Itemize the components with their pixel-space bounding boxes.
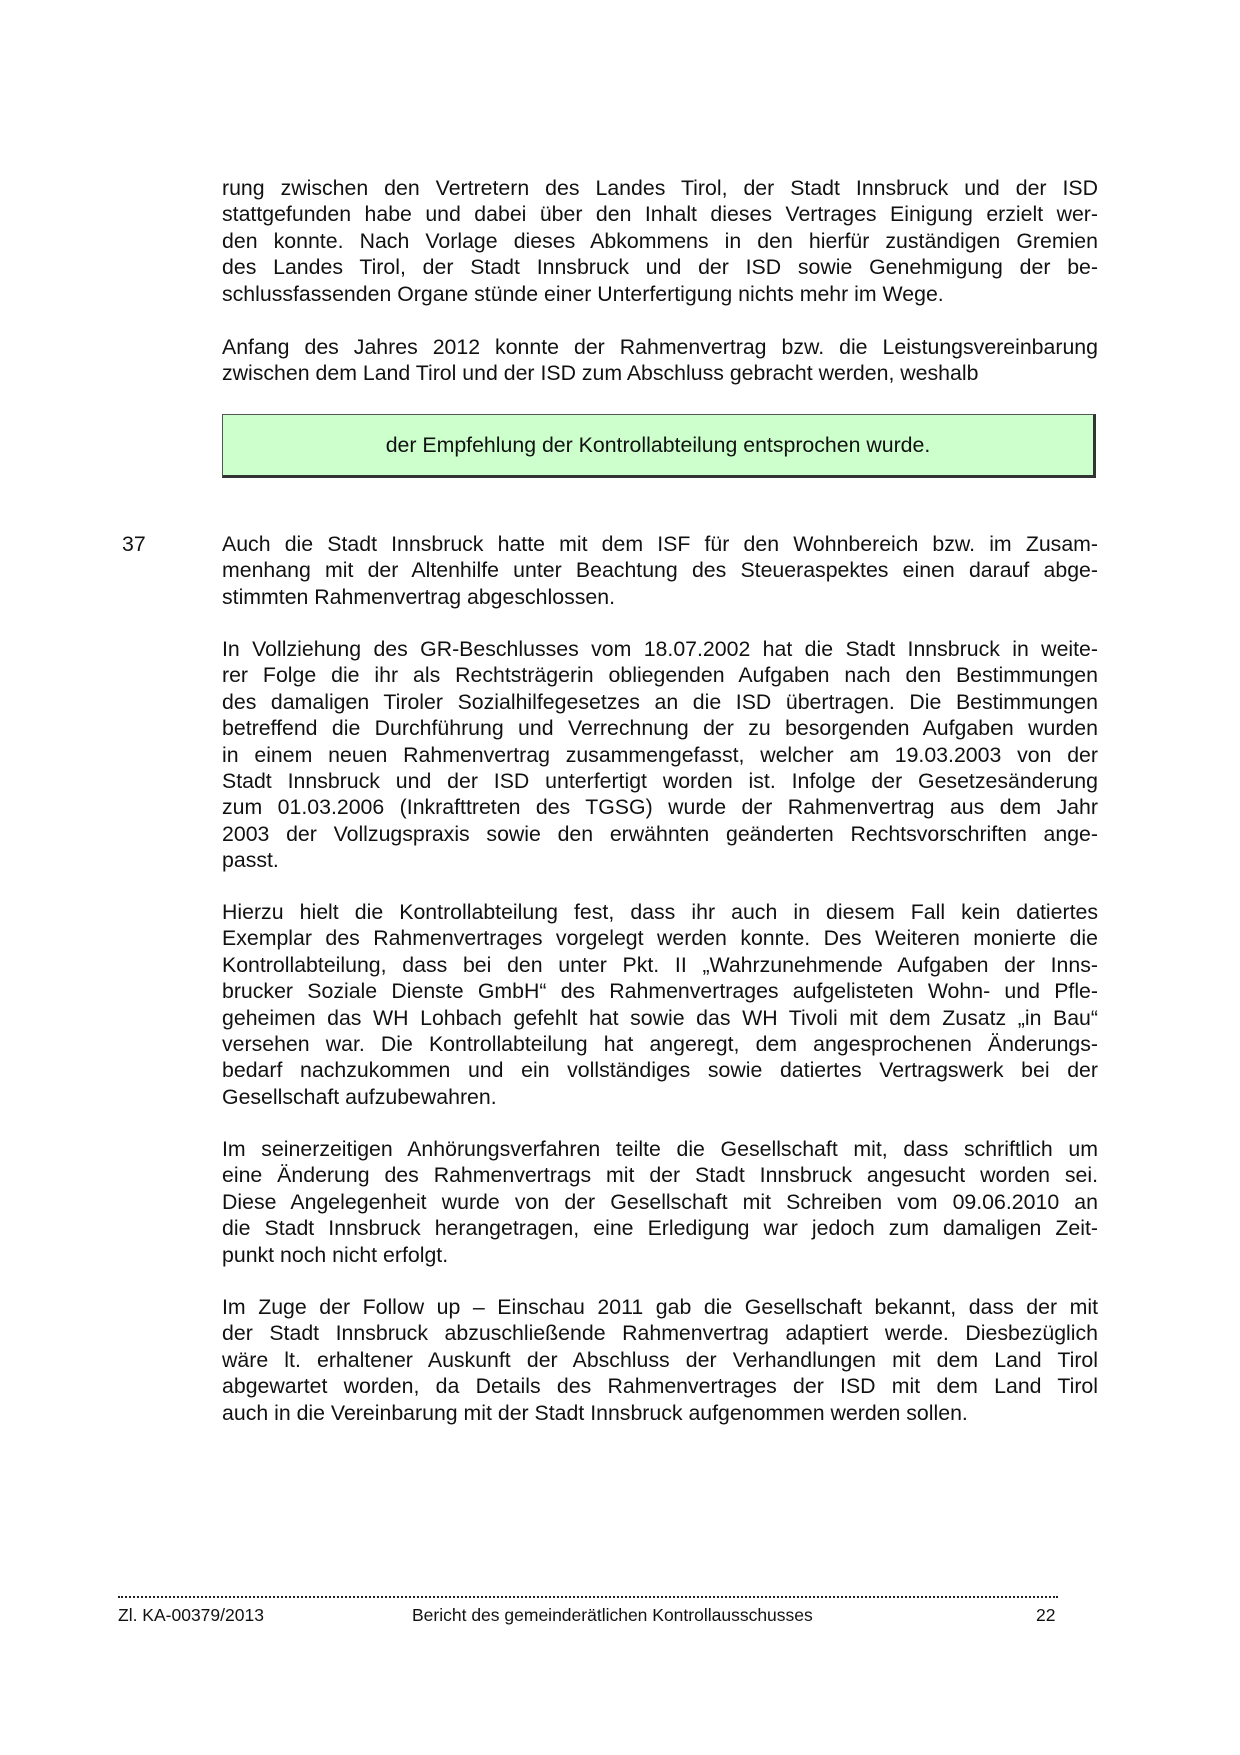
text-line: eine Änderung des Rahmenvertrags mit der Stadt Innsbruck angesucht worden sei. [222,1163,1098,1188]
text-line: Im seinerzeitigen Anhörungsverfahren teilte die Gesellschaft mit, dass schriftlich um [222,1137,1098,1161]
text-line: rung zwischen den Vertretern des Landes Tirol, der Stadt Innsbruck und der ISD [222,176,1098,200]
text-line: Hierzu hielt die Kontrollabteilung fest, dass ihr auch in diesem Fall kein datiertes [222,900,1098,924]
text-line: Gesellschaft aufzubewahren. [222,1084,497,1109]
paragraph-5 [222,899,1098,1110]
text-line: menhang mit der Altenhilfe unter Beachtung des Steueraspektes einen darauf abge- [222,558,1098,583]
footer-divider [118,1584,1058,1598]
text-line: Im Zuge der Follow up – Einschau 2011 gab die Gesellschaft bekannt, dass der mit [222,1295,1098,1319]
text-line: stattgefunden habe und dabei über den Inhalt dieses Vertrages Einigung erzielt wer- [222,202,1098,227]
text-line: zum 01.03.2006 (Inkrafttreten des TGSG) wurde der Rahmenvertrag aus dem Jahr [222,795,1098,820]
callout-text: der Empfehlung der Kontrollabteilung entsprochen wurde. [385,432,931,457]
text-line: In Vollziehung des GR-Beschlusses vom 18.07.2002 hat die Stadt Innsbruck in weite- [222,637,1098,661]
text-line: stimmten Rahmenvertrag abgeschlossen. [222,584,615,609]
text-line: punkt noch nicht erfolgt. [222,1242,449,1267]
text-line: Anfang des Jahres 2012 konnte der Rahmenvertrag bzw. die Leistungsvereinbarung [222,335,1098,359]
text-line: geheimen das WH Lohbach gefehlt hat sowie das WH Tivoli mit dem Zusatz „in Bau“ [222,1005,1098,1030]
text-line: betreffend die Durchführung und Verrechnung der zu besorgenden Aufgaben wurden [222,716,1098,741]
text-line: versehen war. Die Kontrollabteilung hat angeregt, dem angesprochenen Änderungs- [222,1032,1098,1057]
text-line: Auch die Stadt Innsbruck hatte mit dem ISF für den Wohnbereich bzw. im Zusam- [222,532,1098,556]
text-line: wäre lt. erhaltener Auskunft der Abschluss der Verhandlungen mit dem Land Tirol [222,1347,1098,1372]
text-line: Diese Angelegenheit wurde von der Gesellschaft mit Schreiben vom 09.06.2010 an [222,1189,1098,1214]
text-line: des damaligen Tiroler Sozialhilfegesetzes an die ISD übertragen. Die Bestimmungen [222,689,1098,714]
text-line: in einem neuen Rahmenvertrag zusammengefasst, welcher am 19.03.2003 von der [222,742,1098,767]
text-line: auch in die Vereinbarung mit der Stadt Innsbruck aufgenommen werden sollen. [222,1400,968,1425]
text-line: brucker Soziale Dienste GmbH“ des Rahmenvertrages aufgelisteten Wohn- und Pfle- [222,979,1098,1004]
paragraph-6 [222,1136,1098,1268]
text-line: den konnte. Nach Vorlage dieses Abkommens in den hierfür zuständigen Gremien [222,228,1098,253]
text-line: des Landes Tirol, der Stadt Innsbruck und der ISD sowie Genehmigung der be- [222,255,1098,280]
text-line: Exemplar des Rahmenvertrages vorgelegt werden konnte. Des Weiteren monierte die [222,926,1098,951]
section-number: 37 [122,532,146,556]
text-line: zwischen dem Land Tirol und der ISD zum Abschluss gebracht werden, weshalb [222,361,979,386]
text-line: Kontrollabteilung, dass bei den unter Pkt. II „Wahrzunehmende Aufgaben der Inns- [222,952,1098,977]
text-line: 2003 der Vollzugspraxis sowie den erwähnten geänderten Rechtsvorschriften ange- [222,821,1098,846]
text-line: Stadt Innsbruck und der ISD unterfertigt worden ist. Infolge der Gesetzesänderung [222,769,1098,794]
text-line: abgewartet worden, da Details des Rahmenvertrages der ISD mit dem Land Tirol [222,1374,1098,1399]
text-line: schlussfassenden Organe stünde einer Unterfertigung nichts mehr im Wege. [222,281,944,306]
text-line: die Stadt Innsbruck herangetragen, eine Erledigung war jedoch zum damaligen Zeit- [222,1216,1098,1241]
paragraph-4 [222,636,1098,874]
text-line: der Stadt Innsbruck abzuschließende Rahmenvertrag adaptiert werde. Diesbezüglich [222,1321,1098,1346]
text-line: rer Folge die ihr als Rechtsträgerin obliegenden Aufgaben nach den Bestimmungen [222,663,1098,688]
paragraph-2 [222,334,1098,387]
text-line: passt. [222,848,279,873]
paragraph-7 [222,1294,1098,1426]
footer-reference: Zl. KA-00379/2013 [118,1605,264,1625]
paragraph-1 [222,175,1098,307]
text-line: bedarf nachzukommen und ein vollständiges sowie datiertes Vertragswerk bei der [222,1058,1098,1083]
footer-page-number: 22 [1036,1605,1056,1625]
paragraph-3 [222,531,1098,610]
footer-title: Bericht des gemeinderätlichen Kontrollausschusses [412,1605,813,1625]
recommendation-callout-box [222,414,1096,478]
